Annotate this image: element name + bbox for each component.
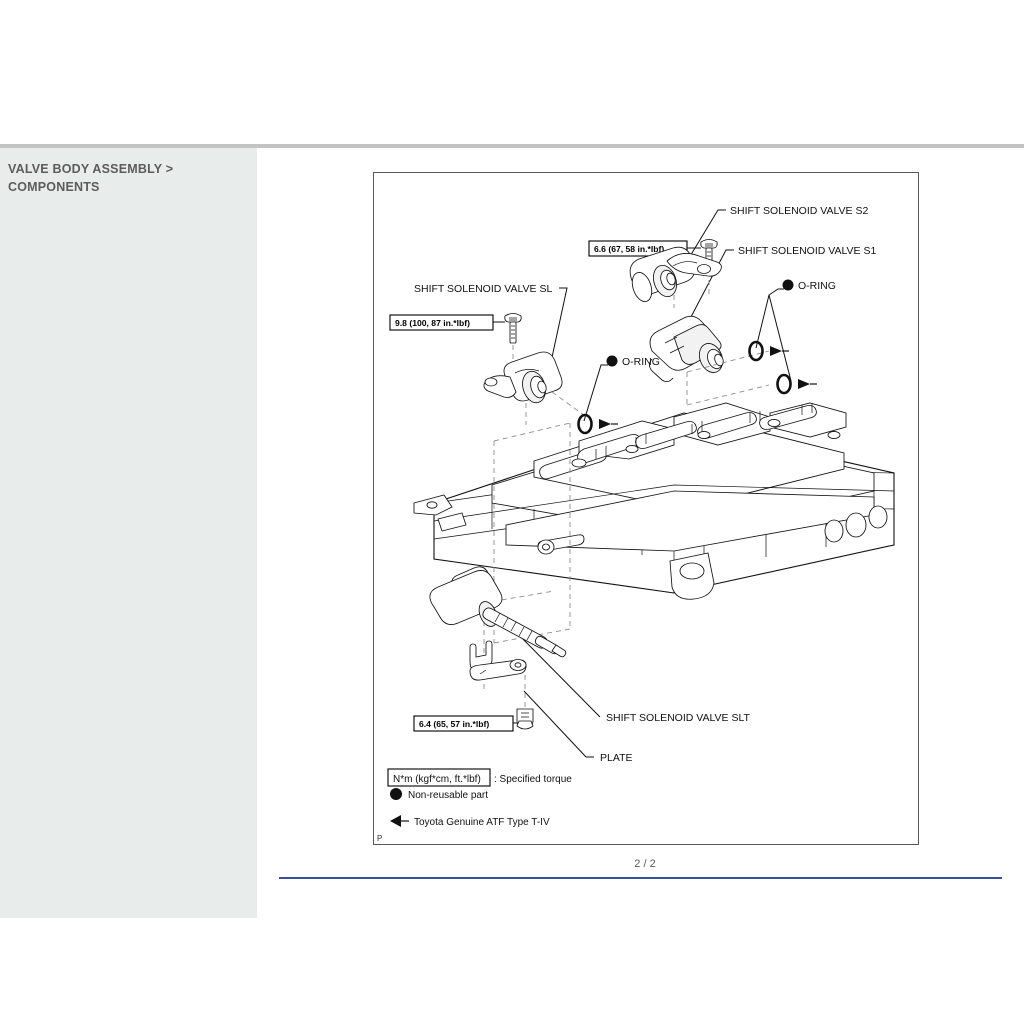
part-shift-solenoid-valve-sl (484, 352, 588, 425)
torque-callout-sl (390, 314, 521, 382)
sidebar-panel (0, 148, 257, 918)
corner-mark: P (377, 834, 383, 843)
torque-callout-slt (414, 673, 533, 731)
part-o-ring-s1-upper (750, 342, 790, 360)
callout-label-s2: SHIFT SOLENOID VALVE S2 (730, 205, 869, 217)
callout-label-s1: SHIFT SOLENOID VALVE S1 (738, 245, 877, 257)
legend-non-reusable-label: Non-reusable part (408, 790, 489, 801)
legend-torque-desc: : Specified torque (494, 774, 572, 785)
callout-oring-upper (783, 280, 836, 293)
callout-label-slt: SHIFT SOLENOID VALVE SLT (606, 712, 750, 724)
callout-oring-lower (607, 356, 660, 369)
torque-label-slt: 6.4 (65, 57 in.*lbf) (419, 719, 490, 729)
component-diagram (373, 172, 919, 845)
legend-torque (388, 769, 572, 786)
part-shift-solenoid-valve-slt (430, 567, 566, 657)
part-shift-solenoid-valve-s1 (650, 316, 770, 405)
callout-line-oring-lower (584, 365, 608, 421)
callout-line-oring-upper (756, 289, 791, 381)
callout-label-sl: SHIFT SOLENOID VALVE SL (414, 283, 553, 295)
page-indicator: 2 / 2 (634, 858, 656, 870)
legend-torque-box-label: N*m (kgf*cm, ft.*lbf) (393, 774, 481, 785)
legend-atf (390, 815, 550, 828)
torque-label-s2: 6.6 (67, 58 in.*lbf) (594, 244, 665, 254)
part-o-ring-s1-lower (778, 375, 818, 393)
non-reusable-bullet-icon (390, 788, 402, 800)
part-plate (470, 641, 526, 680)
legend-non-reusable (390, 788, 488, 801)
footer-rule (279, 877, 1002, 879)
atf-arrow-icon (390, 815, 409, 827)
breadcrumb: VALVE BODY ASSEMBLY > COMPONENTS (8, 162, 174, 194)
callout-line-slt (516, 632, 600, 717)
app-header (0, 105, 1024, 145)
legend-atf-label: Toyota Genuine ATF Type T-IV (414, 817, 550, 828)
callout-label-oring-lower: O-RING (622, 356, 660, 368)
callout-label-plate: PLATE (600, 752, 633, 764)
torque-label-sl: 9.8 (100, 87 in.*lbf) (395, 318, 470, 328)
valve-body-exploded-illustration (374, 173, 918, 844)
callout-label-oring-upper: O-RING (798, 280, 836, 292)
